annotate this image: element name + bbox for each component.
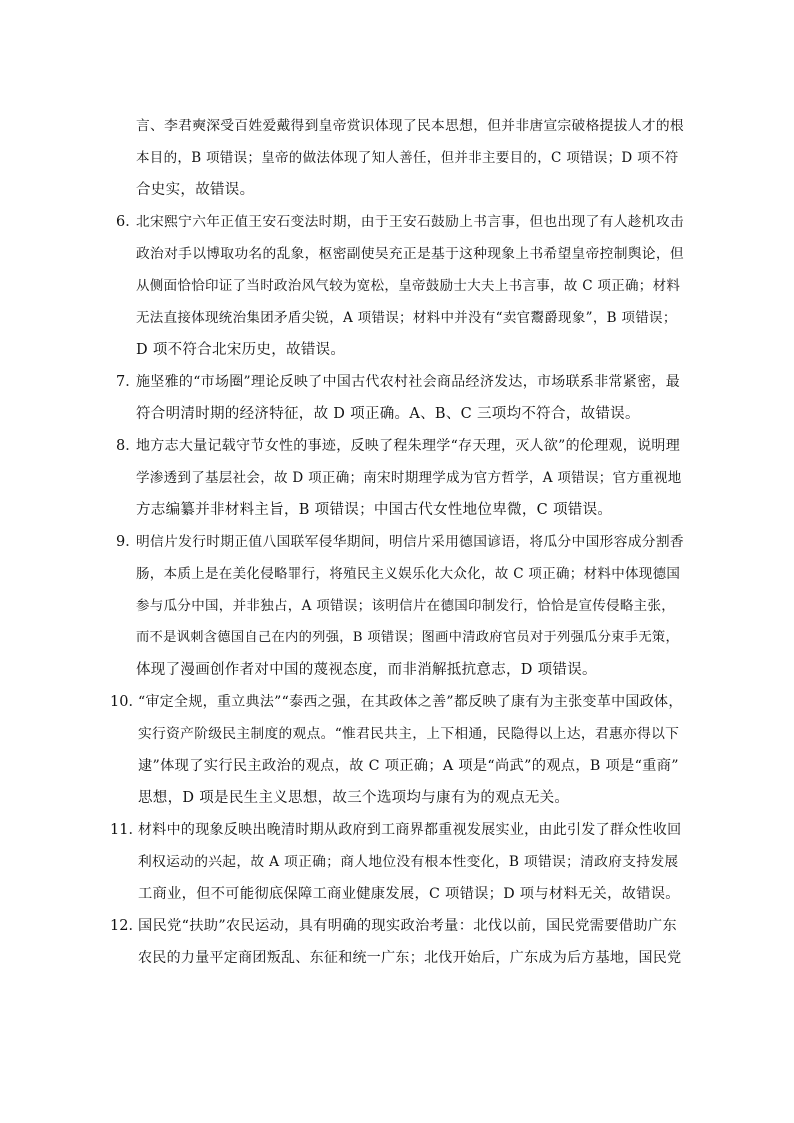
text-line: 参与瓜分中国，并非独占，A 项错误；该明信片在德国印制发行，恰恰是宣传侵略主张， <box>136 598 676 614</box>
text-line: 学渗透到了基层社会，故 D 项正确；南宋时期理学成为官方哲学，A 项错误；官方重视地 <box>136 470 682 486</box>
text-line: 施坚雅的“市场圈”理论反映了中国古代农村社会商品经济发达，市场联系非常紧密，最 <box>136 374 681 390</box>
text-line: 无法直接体现统治集团矛盾尖锐，A 项错误；材料中并没有“卖官鬻爵现象”，B 项错误； <box>136 310 677 326</box>
text-line: 工商业，但不可能彻底保障工商业健康发展，C 项错误；D 项与材料无关，故错误。 <box>138 886 680 902</box>
text-line: 北宋熙宁六年正值王安石变法时期，由于王安石鼓励上书言事，但也出现了有人趁机攻击 <box>136 214 684 230</box>
text-line: 言、李君奭深受百姓爱戴得到皇帝赏识体现了民本思想，但并非唐宣宗破格提拔人才的根 <box>136 118 684 134</box>
item-number: 6． <box>116 214 140 230</box>
text-line: 利权运动的兴起，故 A 项正确；商人地位没有根本性变化，B 项错误；清政府支持发展 <box>138 854 679 870</box>
text-line: 农民的力量平定商团叛乱、东征和统一广东；北伐开始后，广东成为后方基地，国民党 <box>138 950 682 966</box>
text-line: 国民党“扶助”农民运动，具有明确的现实政治考量：北伐以前，国民党需要借助广东 <box>138 918 677 934</box>
text-line: 合史实，故错误。 <box>136 182 255 198</box>
text-line: 而不是讽刺含德国自己在内的列强，B 项错误；图画中清政府官员对于列强瓜分束手无策， <box>136 630 680 645</box>
text-line: 实行资产阶级民主制度的观点。“惟君民共主，上下相通，民隐得以上达，君惠亦得以下 <box>138 726 680 742</box>
text-line: 地方志大量记载守节女性的事迹，反映了程朱理学“存天理，灭人欲”的伦理观，说明理 <box>136 438 681 454</box>
text-line: 体现了漫画创作者对中国的蔑视态度，而非消解抵抗意志，D 项错误。 <box>136 662 597 678</box>
item-number: 10． <box>110 694 143 710</box>
item-number: 8． <box>116 438 140 454</box>
text-line: 材料中的现象反映出晚清时期从政府到工商界都重视发展实业，由此引发了群众性收回 <box>138 822 682 838</box>
item-number: 7． <box>116 374 140 390</box>
item-number: 11． <box>110 822 143 838</box>
text-line: “审定全规，重立典法”“泰西之强，在其政体之善”都反映了康有为主张变革中国政体， <box>138 694 683 710</box>
text-line: 政治对手以博取功名的乱象，枢密副使吴充正是基于这种现象上书希望皇帝控制舆论，但 <box>136 246 684 262</box>
text-line: 从侧面恰恰印证了当时政治风气较为宽松，皇帝鼓励士大夫上书言事，故 C 项正确；材料 <box>136 278 681 294</box>
text-line: 符合明清时期的经济特征，故 D 项正确。A、B、C 三项均不符合，故错误。 <box>136 406 640 422</box>
text-line: 肠，本质上是在美化侵略罪行，将殖民主义娱乐化大众化，故 C 项正确；材料中体现德国 <box>136 566 681 582</box>
item-number: 9． <box>116 534 140 550</box>
text-line: 方志编纂并非材料主旨，B 项错误；中国古代女性地位卑微，C 项错误。 <box>136 502 613 518</box>
text-line: D 项不符合北宋历史，故错误。 <box>136 342 346 358</box>
text-line: 思想，D 项是民生主义思想，故三个选项均与康有为的观点无关。 <box>138 790 570 806</box>
text-line: 明信片发行时期正值八国联军侵华期间，明信片采用德国谚语，将瓜分中国形容成分割香 <box>136 534 684 550</box>
text-line: 逮”体现了实行民主政治的观点，故 C 项正确；A 项是“尚武”的观点，B 项是“重商” <box>138 758 679 774</box>
item-number: 12． <box>110 918 143 934</box>
text-line: 本目的，B 项错误；皇帝的做法体现了知人善任，但并非主要目的，C 项错误；D 项不符 <box>136 150 679 166</box>
